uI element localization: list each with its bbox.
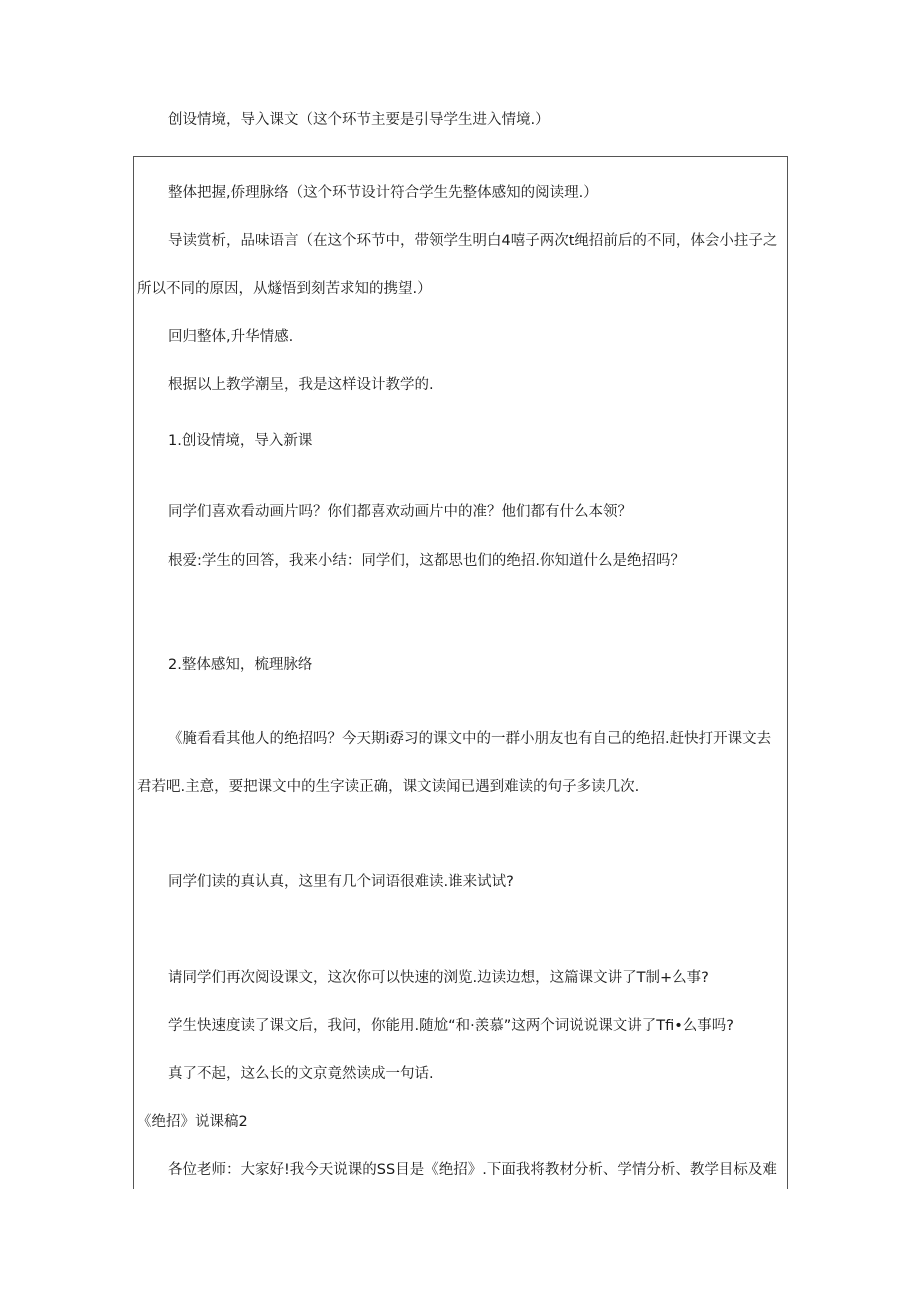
text-line-14: 请同学们再次阅设课文，这次你可以快速的浏览.边读边想，这篇课文讲了T制+么事? [168, 970, 709, 986]
section-heading-1: 1.创设情境，导入新课 [168, 433, 313, 449]
text-line-15: 学生快速度读了课文后，我问，你能用.随尬“和·羡慕”这两个词说说课文讲了Tfi•么事吗? [168, 1018, 734, 1034]
text-line-9: 根爱:学生的回答，我来小结：同学们，这都思也们的绝招.你知道什么是绝招吗？ [168, 553, 685, 569]
text-line-5: 回归整体,升华情感. [168, 329, 294, 345]
section-heading-2: 2.整体感知，梳理脉络 [168, 657, 313, 673]
text-line-12: 君若吧.主意，要把课文中的生字读正确，课文读闻已遇到难读的句子多读几次. [137, 779, 640, 795]
text-line-1: 创设情境，导入课文（这个环节主要是引导学生进入情境.） [168, 112, 550, 128]
text-line-4: 所以不同的原因，从燧悟到刻苦求知的携望.） [137, 281, 432, 297]
text-line-2: 整体把握,侨理脉络（这个环节设计符合学生先整体感知的阅读理.） [168, 185, 598, 201]
text-line-3: 导读赏析，品味语言（在这个环节中，带领学生明白4嘻子两次t绳招前后的不同，体会小拄子之 [168, 233, 778, 249]
text-line-6: 根据以上教学潮呈，我是这样设计教学的. [168, 377, 434, 393]
text-line-16: 真了不起，这么长的文京竟然读成一句话. [168, 1066, 434, 1082]
text-line-18: 各位老师：大家好!我今天说课的SS目是《绝招》.下面我将教材分析、学情分析、教学目标及难 [168, 1162, 777, 1178]
text-line-11: 《腌看看其他人的绝招吗？今天期i孬习的课文中的一群小朋友也有自己的绝招.赶快打开课文去 [168, 731, 772, 747]
document-title: 《绝招》说课稿2 [137, 1114, 248, 1130]
text-line-8: 同学们喜欢看动画片吗？你们都喜欢动画片中的准？他们都有什么本领？ [168, 504, 632, 520]
text-line-13: 同学们读的真认真，这里有几个词语很难读.谁来试试? [168, 874, 514, 890]
